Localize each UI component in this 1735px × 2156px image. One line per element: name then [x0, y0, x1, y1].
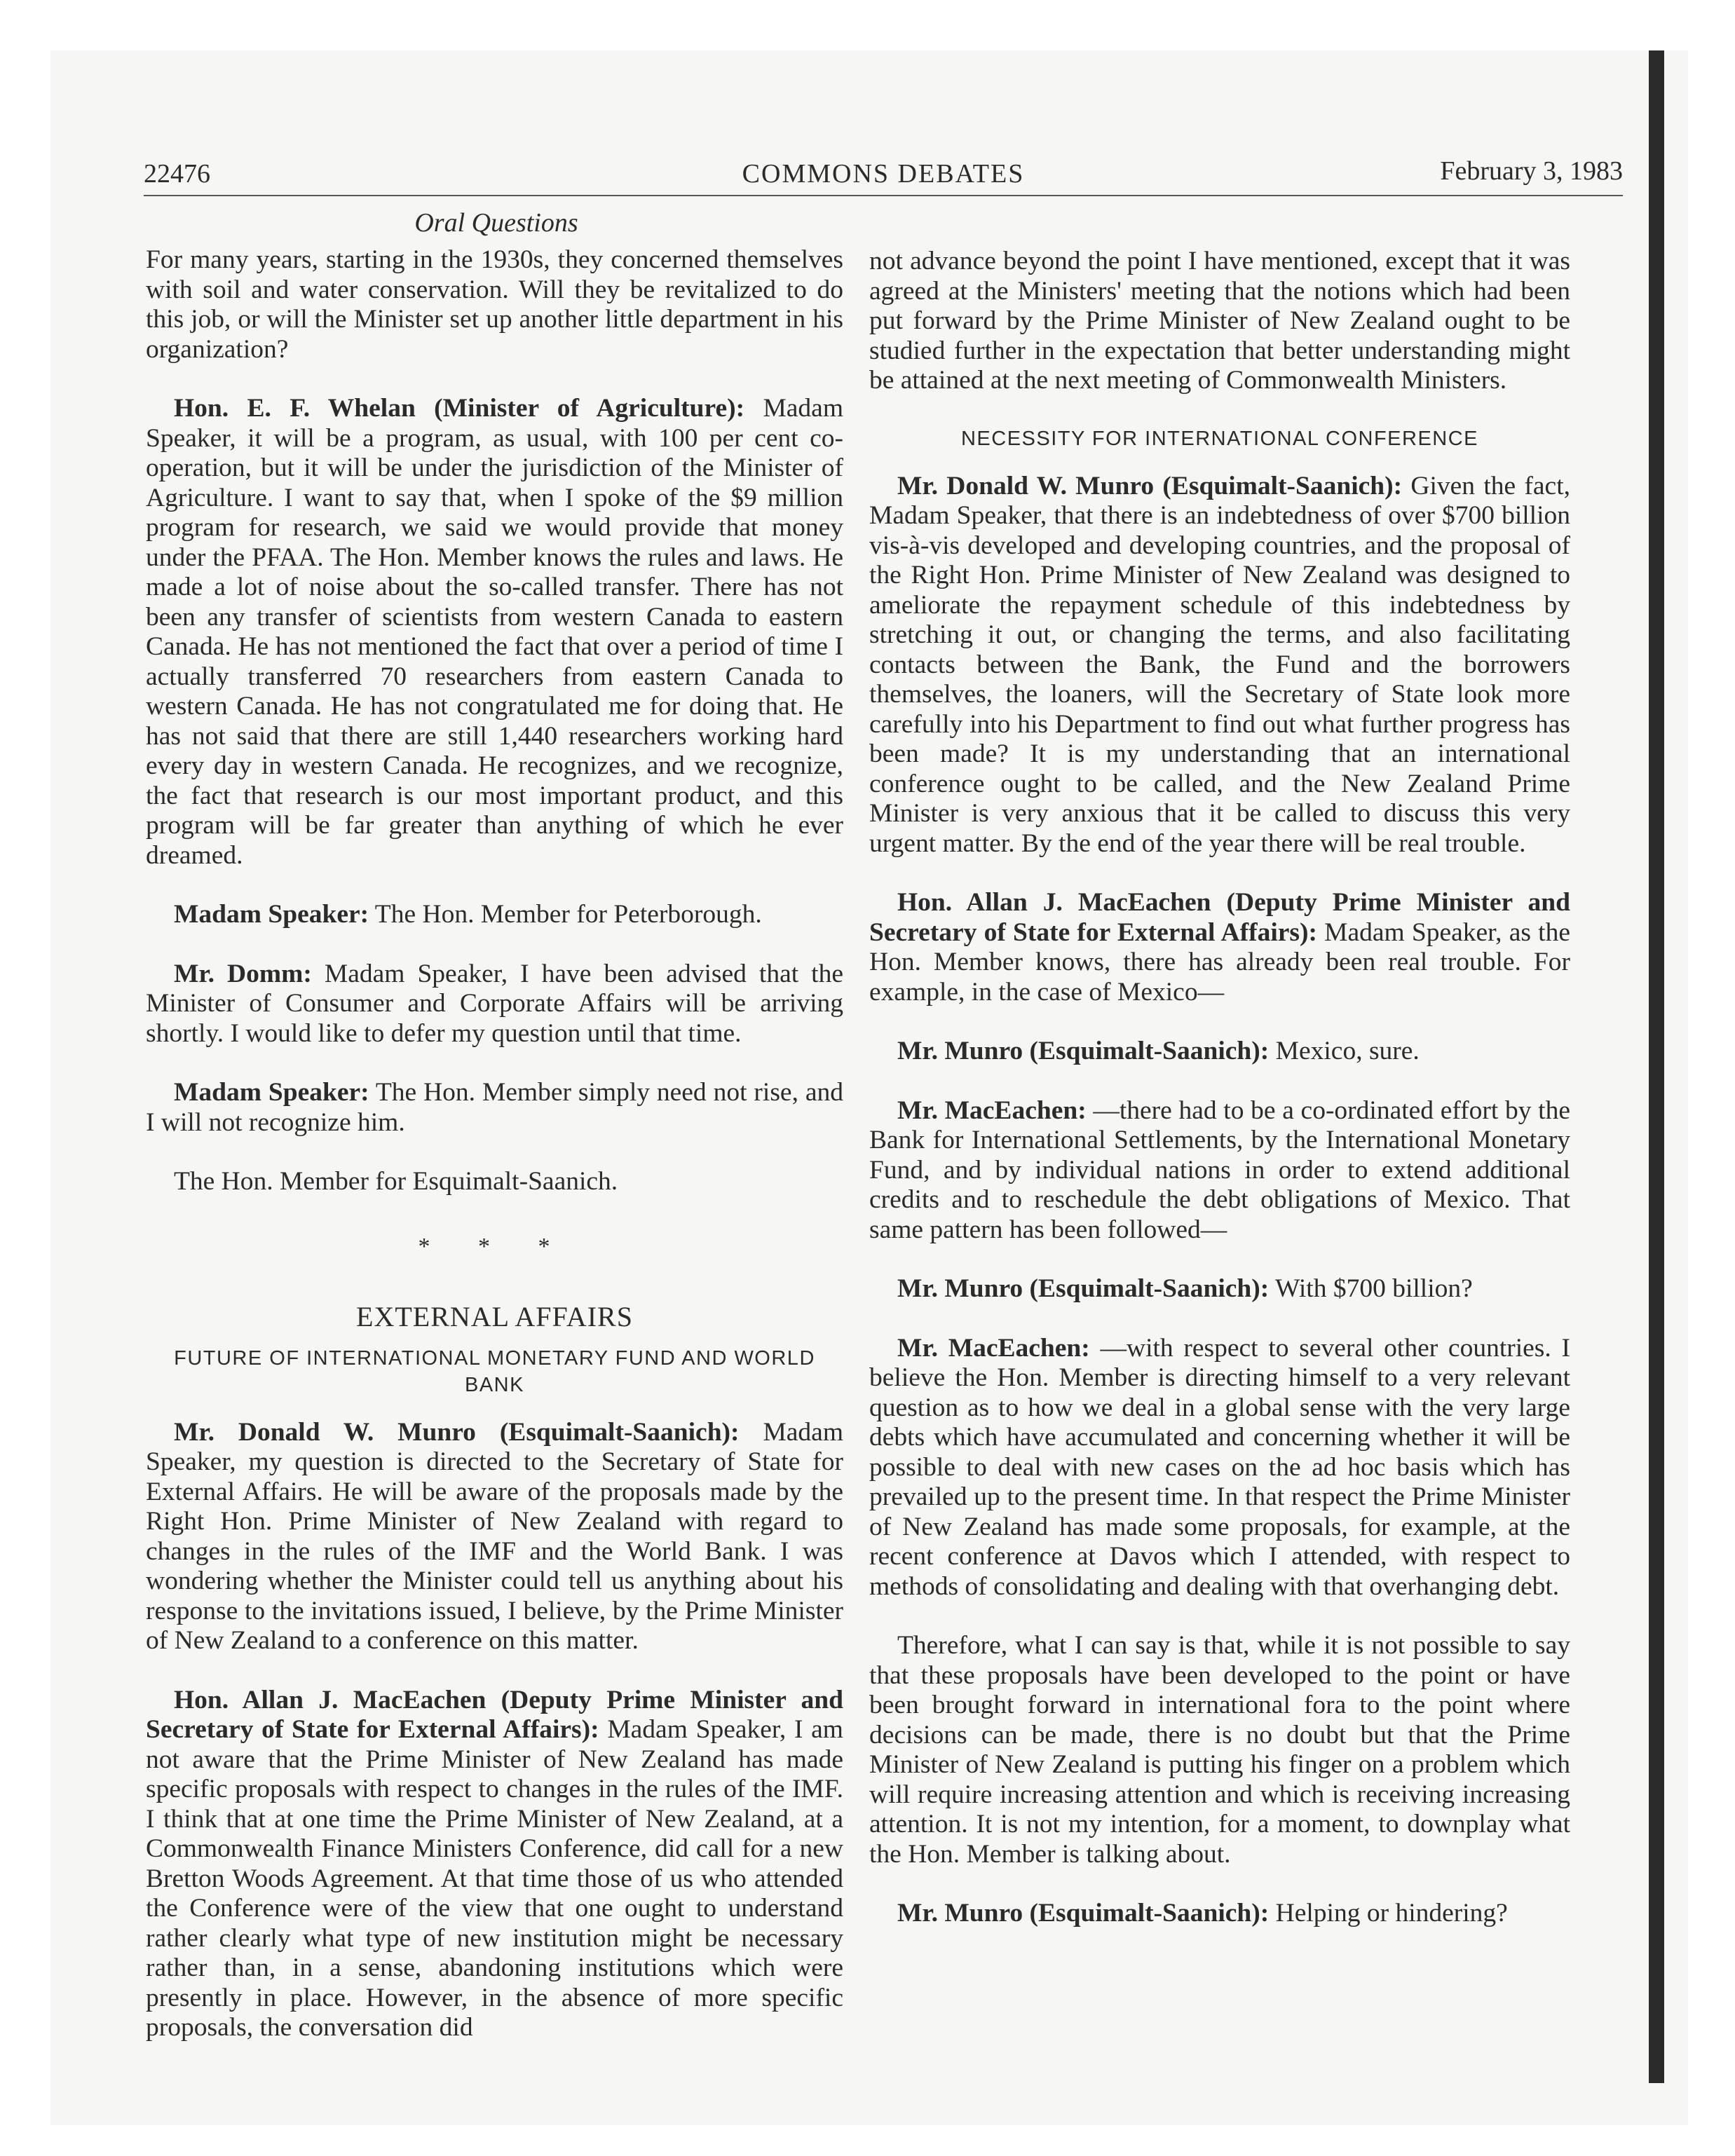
speech — [869, 1037, 1570, 1067]
section-label: Oral Questions — [414, 208, 578, 238]
speech — [869, 1899, 1570, 1929]
subheading: FUTURE OF INTERNATIONAL MONETARY FUND AND WORLD BANK — [174, 1346, 815, 1396]
speaker-name: Hon. Allan J. MacEachen (Deputy Prime Minister and Secretary of State for External Affairs): — [146, 1685, 843, 1744]
subheading: NECESSITY FOR INTERNATIONAL CONFERENCE — [960, 427, 1479, 450]
speech-text: Madam Speaker, I have been advised that the Minister of Consumer and Corporate Affairs will be arriving shortly. I would like to defer my question until that time. — [146, 959, 843, 1048]
binding-edge — [1649, 50, 1664, 2083]
speech — [869, 1096, 1570, 1246]
speech — [869, 472, 1570, 859]
page-number: 22476 — [144, 159, 210, 189]
left-column — [146, 245, 843, 2073]
speech — [146, 900, 843, 930]
speech-text: Madam Speaker, as the Hon. Member knows, there has already been real trouble. For example, in the case of Mexico— — [869, 917, 1570, 1007]
speech-text: Madam Speaker, I am not aware that the Prime Minister of New Zealand has made specific proposals with respect to changes in the rules of the IMF. I think that at one time the Prime Minister of New Zealand, at a Commonwealth Finance Ministers Conference, did call for a new Bretton Woods Agreement. At that time those of us who attended the Conference were of the view that one ought to understand rather clearly what type of new institution might be necessary rather than, in a sense, abandoning institutions which were presently in place. However, in the absence of more specific proposals, the conversation did — [146, 1715, 843, 2042]
speech-text: —there had to be a co-ordinated effort by the Bank for International Settlements, by the International Monetary Fund, and by individual nations in order to extend additional credits and to reschedule the debt obligations of Mexico. That same pattern has been followed— — [869, 1096, 1570, 1244]
speaker-name: Mr. MacEachen: — [897, 1096, 1087, 1125]
speech — [146, 394, 843, 871]
right-column — [869, 247, 1570, 1958]
speaker-name: Mr. Munro (Esquimalt-Saanich): — [897, 1274, 1270, 1303]
publication-date: February 3, 1983 — [1440, 156, 1623, 186]
paragraph — [146, 245, 843, 364]
speech — [146, 1686, 843, 2043]
paragraph-text: The Hon. Member for Esquimalt-Saanich. — [174, 1167, 618, 1196]
speech-text: Mexico, sure. — [1269, 1037, 1420, 1065]
speaker-name: Mr. Munro (Esquimalt-Saanich): — [897, 1037, 1270, 1065]
speech — [146, 1418, 843, 1656]
speaker-name: Mr. Domm: — [174, 959, 312, 988]
speaker-name: Madam Speaker: — [174, 900, 369, 929]
speech — [869, 1334, 1570, 1602]
page-header — [144, 153, 1623, 196]
paragraph — [869, 1631, 1570, 1869]
speaker-name: Hon. E. F. Whelan (Minister of Agriculture): — [174, 394, 745, 423]
speech — [869, 888, 1570, 1007]
speech-text: The Hon. Member for Peterborough. — [369, 900, 762, 929]
speech-text: —with respect to several other countries. I believe the Hon. Member is directing himself to a very relevant question as to how we deal in a global sense with the very large debts which have accumulated and concerning whether it will be possible to deal with new cases on the ad hoc basis which has prevailed up to the present time. In that respect the Prime Minister of New Zealand has made some proposals, for example, at the recent conference at Davos which I attended, with respect to methods of consolidating and dealing with that overhanging debt. — [869, 1333, 1570, 1601]
speech-text: Given the fact, Madam Speaker, that there is an indebtedness of over $700 billion vis-à-vis developed and developing countries, and the proposal of the Right Hon. Prime Minister of New Zealand was designed to ameliorate the repayment schedule of this indebtedness by stretching it out, or changing the terms, and also facilitating contacts between the Bank, the Fund and the borrowers themselves, the loaners, will the Secretary of State look more carefully into his Department to find out what further progress has been made? It is my understanding that an international conference ought to be called, and the New Zealand Prime Minister is very anxious that it be called to discuss this very urgent matter. By the end of the year there will be real trouble. — [869, 471, 1570, 858]
speech-text: Helping or hindering? — [1269, 1899, 1508, 1928]
paragraph — [146, 1167, 843, 1197]
paragraph — [869, 247, 1570, 396]
speech-text: With $700 billion? — [1269, 1274, 1473, 1303]
speaker-name: Mr. Donald W. Munro (Esquimalt-Saanich): — [897, 471, 1403, 500]
speaker-name: Mr. Munro (Esquimalt-Saanich): — [897, 1899, 1270, 1928]
section-divider: * * * — [418, 1233, 571, 1260]
publication-title: COMMONS DEBATES — [742, 159, 1025, 189]
speaker-name: Madam Speaker: — [174, 1078, 369, 1107]
speaker-name: Hon. Allan J. MacEachen (Deputy Prime Minister and Secretary of State for External Affairs): — [869, 888, 1570, 947]
speech-text: Madam Speaker, it will be a program, as usual, with 100 per cent co-operation, but it will be under the jurisdiction of the Minister of Agriculture. I want to say that, when I spoke of the $9 million program for research, we said we would provide that money under the PFAA. The Hon. Member knows the rules and laws. He made a lot of noise about the so-called transfer. There has not been any transfer of scientists from western Canada to eastern Canada. He has not mentioned the fact that over a period of time I actually transferred 70 researchers from eastern Canada to western Canada. He has not congratulated me for doing that. He has not said that there are still 1,440 researchers working hard every day in western Canada. He recognizes, and we recognize, the fact that research is our most important product, and this program will be far greater than anything of which he ever dreamed. — [146, 394, 843, 870]
speaker-name: Mr. MacEachen: — [897, 1333, 1090, 1363]
paragraph-text: For many years, starting in the 1930s, they concerned themselves with soil and water conservation. Will they be revitalized to do this job, or will the Minister set up another little department in his organization? — [146, 245, 843, 364]
paragraph-text: not advance beyond the point I have mentioned, except that it was agreed at the Ministers' meeting that the notions which had been put forward by the Prime Minister of New Zealand ought to be studied further in the expectation that better understanding might be attained at the next meeting of Commonwealth Ministers. — [869, 247, 1570, 395]
speech — [869, 1274, 1570, 1304]
section-heading: EXTERNAL AFFAIRS — [356, 1301, 633, 1332]
speech-text: The Hon. Member simply need not rise, and I will not recognize him. — [146, 1078, 843, 1137]
paragraph-text: Therefore, what I can say is that, while it is not possible to say that these proposals have been developed to the point or have been brought forward in international fora to the point where decisions can be made, there is no doubt but that the Prime Minister of New Zealand is putting his finger on a problem which will require increasing attention and which is receiving increasing attention. It is not my intention, for a moment, to downplay what the Hon. Member is talking about. — [869, 1631, 1570, 1869]
speaker-name: Mr. Donald W. Munro (Esquimalt-Saanich): — [174, 1417, 740, 1447]
speech — [146, 1078, 843, 1138]
speech — [146, 960, 843, 1049]
speech-text: Madam Speaker, my question is directed to the Secretary of State for External Affairs. He will be aware of the proposals made by the Right Hon. Prime Minister of New Zealand with regard to changes in the rules of the IMF and the World Bank. I was wondering whether the Minister could tell us anything about his response to the invitations issued, I believe, by the Prime Minister of New Zealand to a conference on this matter. — [146, 1417, 843, 1655]
